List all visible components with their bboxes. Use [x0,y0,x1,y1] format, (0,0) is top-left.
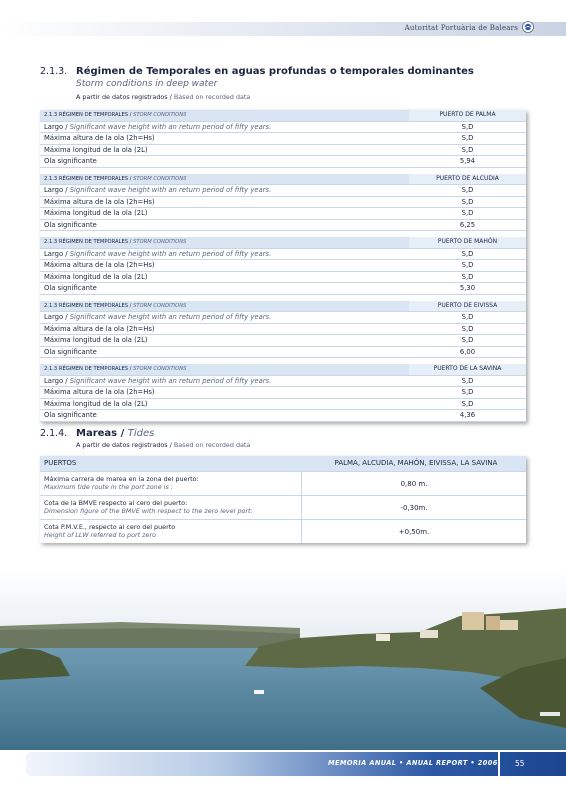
row-label [40,122,409,133]
port-name: PUERTO DE PALMA [409,110,526,121]
tides-label-en: Dimension figure of the BMVE with respect to the zero level port: [44,507,253,515]
row-label [40,156,409,167]
based-note-es: A partir de datos registrados / [76,441,172,449]
storm-section-title: Régimen de Temporales en aguas profundas o temporales dominantes [76,66,474,77]
table-row [40,208,526,220]
row-label [40,387,409,398]
row-value: 5,30 [459,284,476,292]
row-label-es: Máxima longitud de la ola (2L) [44,209,148,217]
based-note-en: Based on recorded data [173,93,251,101]
port-name: PUERTO DE ALCUDIA [409,174,526,185]
tides-table-header [40,456,526,471]
row-value: 5,94 [459,157,476,165]
storm-table-title-es: 2.1.3 RÉGIMEN DE TEMPORALES / [44,239,132,245]
row-label-es: Largo / [44,186,68,194]
table-row [40,272,526,284]
port-name: PUERTO DE EIVISSA [409,301,526,312]
page-number: 55 [515,759,525,768]
row-label [40,260,409,271]
row-label [40,220,409,231]
row-label-es: Máxima longitud de la ola (2L) [44,272,148,281]
tides-row-label [40,472,302,495]
port-name: PUERTO DE MAHÓN [409,237,526,248]
row-label [40,410,409,421]
storm-table-title-es: 2.1.3 RÉGIMEN DE TEMPORALES / [44,302,132,309]
table-row [40,312,526,324]
storm-table-header [40,237,526,249]
row-label-es: Ola significante [44,157,97,165]
storm-table-title-en: STORM CONDITIONS [133,302,187,309]
storm-table-title-es: 2.1.3 RÉGIMEN DE TEMPORALES / [44,366,132,372]
storm-table-title [40,110,409,121]
tides-label-en: Height of LLW referred to port zero [44,531,156,539]
organization-name: Autoritat Portuària de Balears [404,24,518,32]
tides-row-value: +0,50m. [398,527,430,536]
table-row [40,133,526,145]
row-label-es: Largo / [44,313,68,321]
row-label-es: Largo / [44,122,68,131]
storm-table-title [40,174,409,185]
table-row [40,376,526,388]
table-row [40,410,526,422]
row-value: S,D [461,197,474,206]
row-label [40,197,409,208]
storm-table-2 [40,174,526,232]
storm-table-1 [40,110,526,168]
row-value: 6,25 [459,220,476,229]
storm-table-title-en: STORM CONDITIONS [133,366,187,372]
row-label-es: Máxima altura de la ola (2h=Hs) [44,197,155,206]
storm-table-header [40,364,526,376]
storm-table-title [40,237,409,248]
tides-row [40,471,526,495]
row-label-es: Máxima altura de la ola (2h=Hs) [44,261,155,269]
storm-based-note [76,93,250,101]
row-label [40,133,409,144]
harbor-landscape-photo [0,568,566,750]
row-label-en: Significant wave height with an return period of fifty years. [69,186,272,194]
table-row [40,220,526,232]
row-label-es: Ola significante [44,284,97,292]
row-value: S,D [461,399,474,408]
port-name: PUERTO DE LA SAVINA [409,364,526,375]
table-row [40,122,526,134]
row-value: S,D [461,272,474,281]
tides-row-label [40,496,302,519]
row-label [40,312,409,323]
table-row [40,197,526,209]
storm-table-header [40,174,526,186]
row-value: 4,36 [459,411,476,419]
row-label-en: Significant wave height with an return period of fifty years. [69,122,272,131]
tides-label-es: Cota de la BMVE respecto al cero del puerto: [44,499,188,507]
row-label [40,283,409,294]
row-value: S,D [461,122,474,131]
row-value: S,D [461,261,474,269]
tides-title-es: Mareas / [76,428,125,439]
row-value: S,D [461,134,474,142]
row-label-en: Significant wave height with an return period of fifty years. [69,249,272,258]
row-value: 6,00 [459,347,476,356]
storm-table-3 [40,237,526,295]
storm-table-title-es: 2.1.3 RÉGIMEN DE TEMPORALES / [44,112,132,118]
table-row [40,387,526,399]
row-label [40,399,409,410]
based-note-en: Based on recorded data [173,441,251,449]
tides-label-en: Maximum tide route in the port zone is : [44,483,173,491]
row-label-es: Ola significante [44,411,97,419]
row-value: S,D [461,145,474,154]
row-value: S,D [461,324,474,333]
table-row [40,145,526,157]
storm-table-title-en: STORM CONDITIONS [133,112,187,118]
tides-section-title [76,428,154,439]
tides-section-number: 2.1.4. [40,428,68,439]
row-value: S,D [461,313,474,321]
tides-row-value: 0,80 m. [400,479,428,488]
row-label-es: Máxima altura de la ola (2h=Hs) [44,134,155,142]
storm-table-title-en: STORM CONDITIONS [133,175,187,182]
port-authority-logo-icon [522,21,534,33]
row-label [40,347,409,358]
row-label [40,324,409,335]
row-label-es: Máxima longitud de la ola (2L) [44,336,148,344]
row-value: S,D [461,186,474,194]
storm-conditions-tables [40,110,526,422]
row-label-en: Significant wave height with an return period of fifty years. [69,376,272,385]
row-label-es: Máxima longitud de la ola (2L) [44,145,148,154]
footer-report-title: MEMORIA ANUAL • ANUAL REPORT • 2006 [328,759,498,767]
row-label-es: Máxima altura de la ola (2h=Hs) [44,388,155,396]
row-label [40,185,409,196]
table-row [40,324,526,336]
row-label-es: Largo / [44,249,68,258]
storm-table-4 [40,301,526,359]
table-row [40,260,526,272]
table-row [40,283,526,295]
table-row [40,335,526,347]
row-value: S,D [461,376,474,385]
footer-separator [498,752,500,776]
storm-table-title-en: STORM CONDITIONS [133,239,187,245]
row-label-es: Ola significante [44,220,97,229]
table-row [40,249,526,261]
storm-table-title [40,301,409,312]
tides-row [40,519,526,543]
row-label-es: Largo / [44,376,68,385]
storm-table-header [40,301,526,313]
row-label-es: Máxima longitud de la ola (2L) [44,399,148,408]
storm-section-number: 2.1.3. [40,66,68,77]
tides-row-label [40,520,302,543]
storm-table-title-es: 2.1.3 RÉGIMEN DE TEMPORALES / [44,175,132,182]
table-row [40,347,526,359]
table-row [40,156,526,168]
storm-table-title [40,364,409,375]
tides-table [40,456,526,543]
row-label-es: Ola significante [44,347,97,356]
tides-based-note [76,441,250,449]
row-label-en: Significant wave height with an return period of fifty years. [69,313,272,321]
row-label [40,249,409,260]
row-label [40,208,409,219]
row-label-es: Máxima altura de la ola (2h=Hs) [44,324,155,333]
row-value: S,D [461,249,474,258]
tides-header-ports: PUERTOS [44,459,77,467]
row-value: S,D [461,336,474,344]
storm-section-title-en: Storm conditions in deep water [76,79,218,89]
row-label [40,145,409,156]
row-value: S,D [461,388,474,396]
storm-table-5 [40,364,526,422]
row-label [40,335,409,346]
table-row [40,399,526,411]
table-row [40,185,526,197]
tides-row-value: -0,30m. [400,503,428,512]
row-value: S,D [461,209,474,217]
tides-label-es: Cota P.M.V.E., respecto al cero del puerto [44,523,176,531]
based-note-es: A partir de datos registrados / [76,93,172,101]
row-label [40,272,409,283]
storm-table-header [40,110,526,122]
tides-row [40,495,526,519]
tides-label-es: Máxima carrera de marea en la zona del puerto: [44,475,199,483]
row-label [40,376,409,387]
tides-header-port-list: PALMA, ALCUDIA, MAHÓN, EIVISSA, LA SAVINA [334,459,498,467]
tides-title-en: Tides [127,428,155,439]
